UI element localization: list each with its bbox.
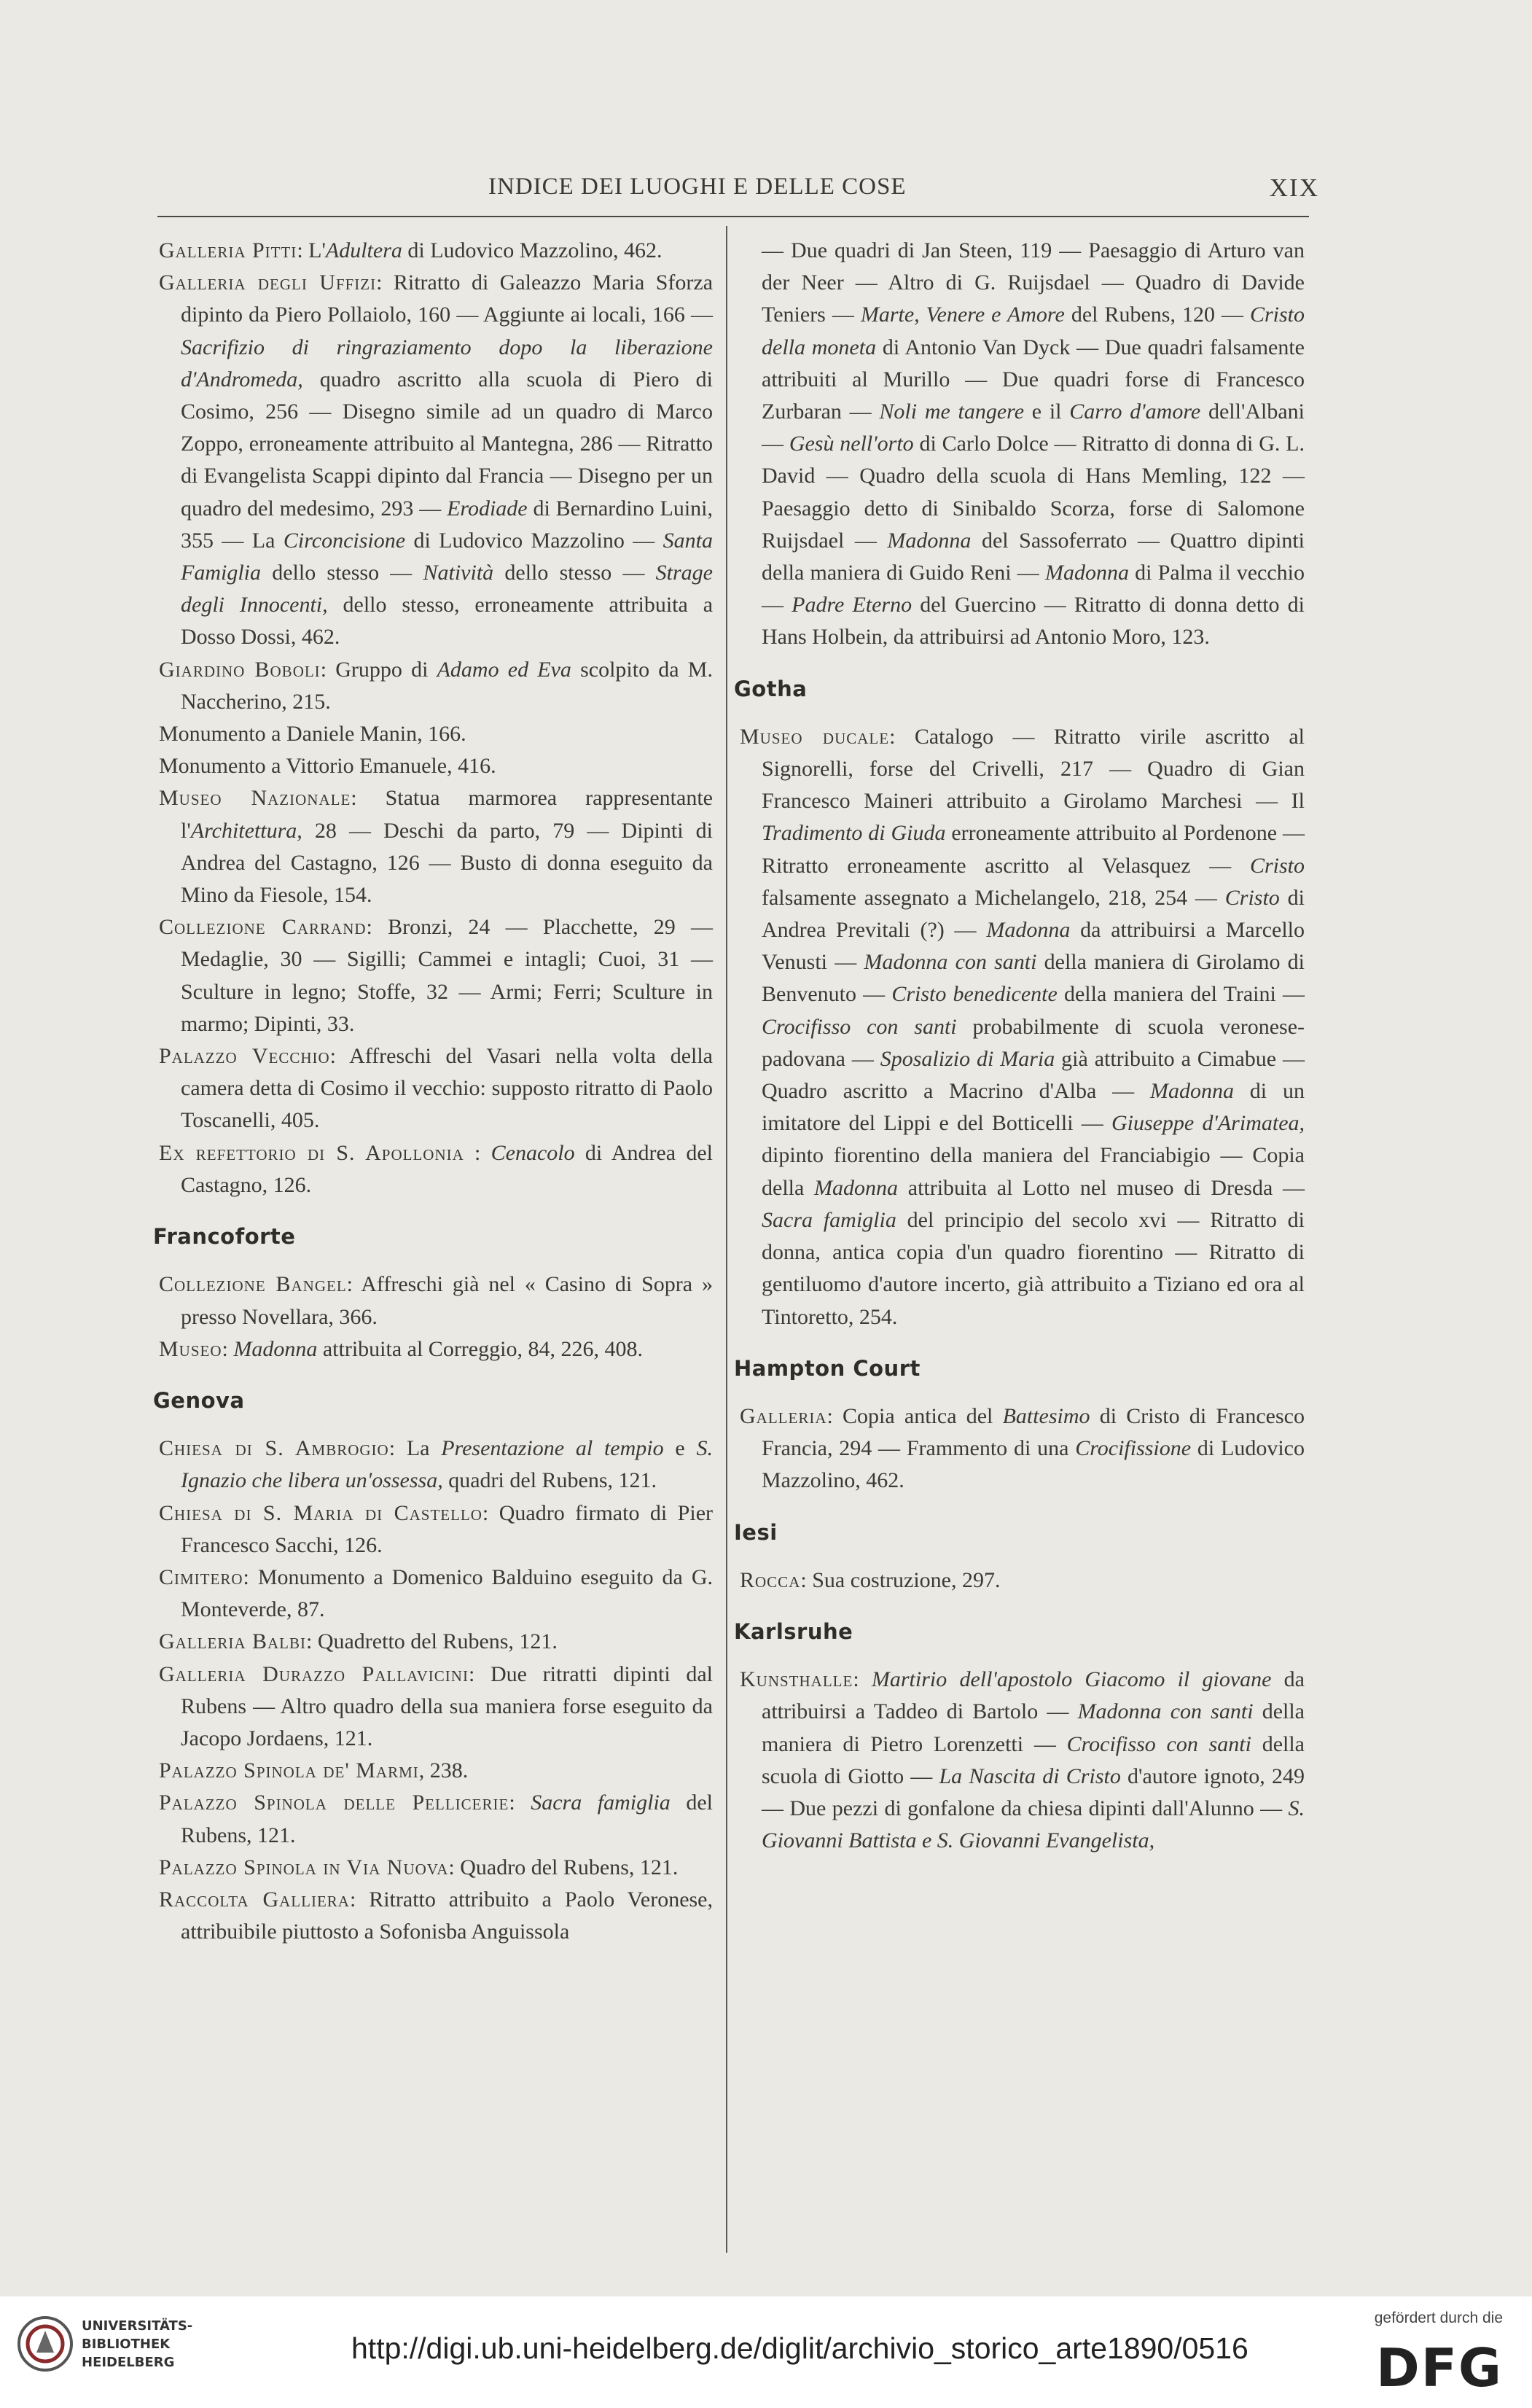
index-entry: Museo: Madonna attribuita al Correggio, 84, 226, 408.: [159, 1336, 643, 1361]
index-entry: Galleria Pitti: L'Adultera di Ludovico Mazzolino, 462.: [159, 238, 663, 262]
right-column: [734, 235, 1305, 1857]
index-entry: Collezione Carrand: Bronzi, 24 — Placchette, 29 — Medaglie, 30 — Sigilli; Cammei e intagli; Cuoi, 31 — Sculture in legno; Stoffe, 32 — Armi; Ferri; Sculture in marmo; Dipinti, 33.: [159, 915, 713, 1036]
index-entry: Cimitero: Monumento a Domenico Balduino eseguito da G. Monteverde, 87.: [159, 1565, 713, 1622]
index-entry: Palazzo Spinola in Via Nuova: Quadro del Rubens, 121.: [159, 1855, 679, 1879]
index-entry: Palazzo Spinola delle Pellicerie: Sacra famiglia del Rubens, 121.: [159, 1791, 714, 1847]
page-title: INDICE DEI LUOGHI E DELLE COSE: [488, 174, 907, 200]
index-entry: Chiesa di S. Ambrogio: La Presentazione al tempio e S. Ignazio che libera un'ossessa, quadri del Rubens, 121.: [159, 1436, 713, 1493]
index-entry: Galleria Durazzo Pallavicini: Due ritratti dipinti dal Rubens — Altro quadro della sua maniera forse eseguito da Jacopo Jordaens, 121.: [159, 1661, 713, 1750]
page-number: XIX: [1269, 174, 1319, 202]
index-entry: Galleria: Copia antica del Battesimo di Cristo di Francesco Francia, 294 — Frammento di una Crocifissione di Ludovico Mazzolino, 462.: [740, 1403, 1305, 1493]
running-head: [146, 174, 1319, 210]
funded-by-label: gefördert durch die: [1374, 2310, 1503, 2326]
city-heading: Gotha: [734, 676, 808, 701]
index-entry: Monumento a Daniele Manin, 166.: [159, 722, 466, 747]
index-entry: Palazzo Spinola de' Marmi, 238.: [159, 1758, 469, 1783]
university-seal-icon: [16, 2315, 74, 2373]
index-entry: Galleria Balbi: Quadretto del Rubens, 121.: [159, 1629, 558, 1654]
index-entry: Kunsthalle: Martirio dell'apostolo Giacomo il giovane da attribuirsi a Taddeo di Bartolo — Madonna con santi della maniera di Pietro Lorenzetti — Crocifisso con santi della scuola di Giotto — La Nascita di Cristo d'autore ignoto, 249 — Due pezzi di gonfalone da chiesa dipinti dall'Alunno — S. Giovanni Battista e S. Giovanni Evangelista,: [740, 1667, 1305, 1853]
column-divider: [726, 226, 727, 2253]
index-entry: Museo ducale: Catalogo — Ritratto virile ascritto al Signorelli, forse del Crivelli, 217 — Quadro di Gian Francesco Maineri attribuito a Girolamo Marchesi — Il Tradimento di Giuda erroneamente attribuito al Pordenone — Ritratto erroneamente ascritto al Velasquez — Cristo falsamente assegnato a Michelangelo, 218, 254 — Cristo di Andrea Previtali (?) — Madonna da attribuirsi a Marcello Venusti — Madonna con santi della maniera di Girolamo di Benvenuto — Cristo benedicente della maniera del Traini — Crocifisso con santi probabilmente di scuola veronese-padovana — Sposalizio di Maria già attribuito a Cimabue — Quadro ascritto a Macrino d'Alba — Madonna di un imitatore del Lippi e del Botticelli — Giuseppe d'Arimatea, dipinto fiorentino della maniera del Franciabigio — Copia della Madonna attribuita al Lotto nel museo di Dresda — Sacra famiglia del principio del secolo xvi — Ritratto di donna, antica copia d'un quadro fiorentino — Ritratto di gentiluomo d'autore incerto, già attribuito a Tiziano ed ora al Tintoretto, 254.: [740, 724, 1305, 1329]
city-heading: Hampton Court: [734, 1355, 921, 1381]
index-entry: Chiesa di S. Maria di Castello: Quadro firmato di Pier Francesco Sacchi, 126.: [159, 1500, 713, 1557]
index-entry: Monumento a Vittorio Emanuele, 416.: [159, 754, 496, 779]
footer-bar: [0, 2296, 1532, 2408]
source-url-link[interactable]: http://digi.ub.uni-heidelberg.de/diglit/archivio_storico_arte1890/0516: [351, 2331, 1248, 2365]
city-heading: Karlsruhe: [734, 1618, 853, 1644]
index-entry: Museo Nazionale: Statua marmorea rappresentante l'Architettura, 28 — Deschi da parto, 79 — Dipinti di Andrea del Castagno, 126 — Busto di donna eseguito da Mino da Fiesole, 154.: [159, 786, 713, 908]
index-entry: Ex refettorio di S. Apollonia : Cenacolo di Andrea del Castagno, 126.: [159, 1140, 713, 1197]
index-entry-continued: — Due quadri di Jan Steen, 119 — Paesaggio di Arturo van der Neer — Altro di G. Ruijsdael — Quadro di Davide Teniers — Marte, Venere e Amore del Rubens, 120 — Cristo della moneta di Antonio Van Dyck — Due quadri falsamente attribuiti al Murillo — Due quadri forse di Francesco Zurbaran — Noli me tangere e il Carro d'amore dell'Albani — Gesù nell'orto di Carlo Dolce — Ritratto di donna di G. L. David — Quadro della scuola di Hans Memling, 122 — Paesaggio detto di Sinibaldo Scorza, forse di Salomone Ruijsdael — Madonna del Sassoferrato — Quattro dipinti della maniera di Guido Reni — Madonna di Palma il vecchio — Padre Eterno del Guercino — Ritratto di donna detto di Hans Holbein, da attribuirsi ad Antonio Moro, 123.: [762, 238, 1305, 650]
index-entry: Palazzo Vecchio: Affreschi del Vasari nella volta della camera detta di Cosimo il vecchio: supposto ritratto di Paolo Toscanelli, 405.: [159, 1044, 714, 1133]
left-column: [153, 235, 714, 1948]
index-entry: Collezione Bangel: Affreschi già nel « Casino di Sopra » presso Novellara, 366.: [159, 1272, 713, 1329]
index-entry: Raccolta Galliera: Ritratto attribuito a Paolo Veronese, attribuibile piuttosto a Sofonisba Anguissola: [159, 1887, 714, 1944]
city-heading: Genova: [153, 1387, 245, 1413]
index-entry: Giardino Boboli: Gruppo di Adamo ed Eva scolpito da M. Naccherino, 215.: [159, 657, 713, 714]
header-rule: [157, 216, 1309, 217]
city-heading: Iesi: [734, 1519, 778, 1545]
city-heading: Francoforte: [153, 1224, 296, 1250]
index-entry: Rocca: Sua costruzione, 297.: [740, 1567, 1001, 1592]
index-entry: Galleria degli Uffizi: Ritratto di Galeazzo Maria Sforza dipinto da Piero Pollaiolo, 160 — Aggiunte ai locali, 166 — Sacrifizio di ringraziamento dopo la liberazione d'Andromeda, quadro ascritto alla scuola di Piero di Cosimo, 256 — Disegno simile ad un quadro di Marco Zoppo, erroneamente attribuito al Mantegna, 286 — Ritratto di Evangelista Scappi dipinto dal Francia — Disegno per un quadro del medesimo, 293 — Erodiade di Bernardino Luini, 355 — La Circoncisione di Ludovico Mazzolino — Santa Famiglia dello stesso — Natività dello stesso — Strage degli Innocenti, dello stesso, erroneamente attribuita a Dosso Dossi, 462.: [159, 270, 714, 650]
library-name: UNIVERSITÄTS- BIBLIOTHEK HEIDELBERG: [82, 2318, 193, 2370]
dfg-logo: DFG: [1375, 2337, 1503, 2399]
